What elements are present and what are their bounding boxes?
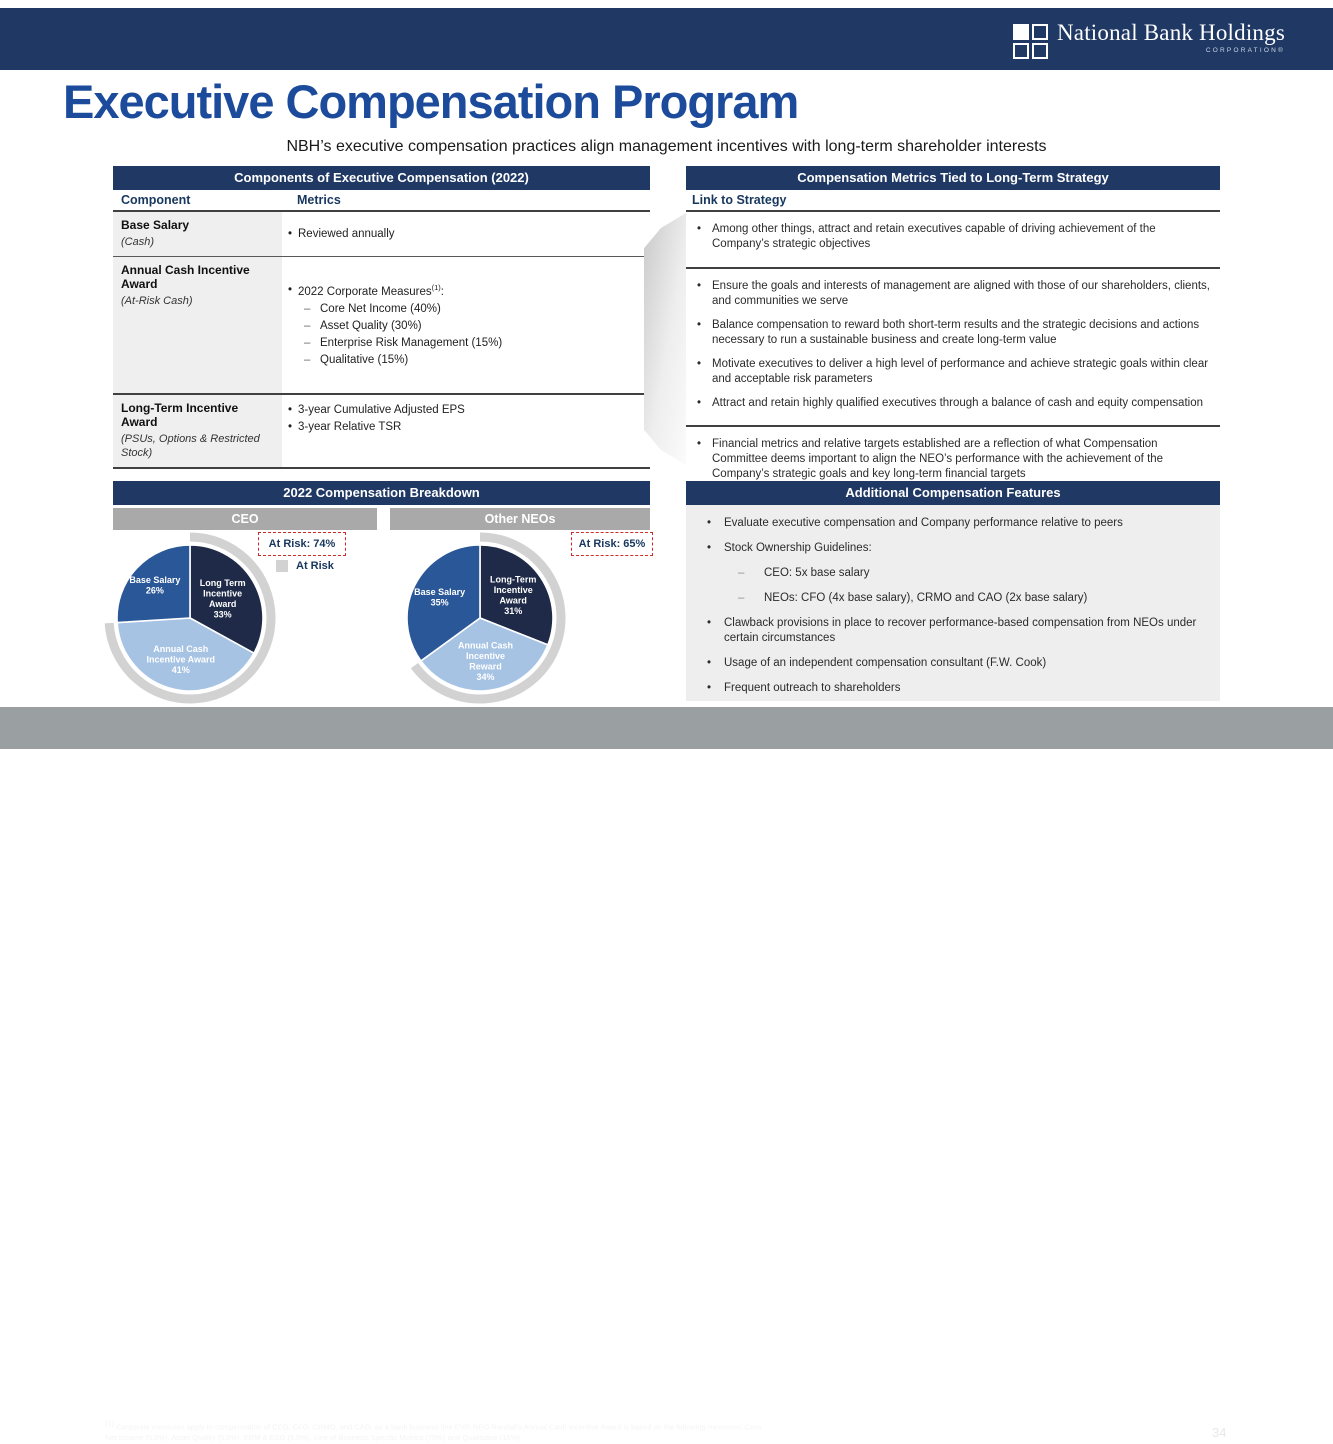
at-risk-legend <box>276 560 334 572</box>
metric-subtext: Asset Quality (30%) <box>320 319 422 332</box>
metrics-cell <box>282 395 650 467</box>
component-type: (Cash) <box>121 236 155 248</box>
page-subtitle: NBH’s executive compensation practices align management incentives with long-term shareholder interests <box>286 138 1047 155</box>
page-number: 34 <box>1212 1425 1227 1440</box>
bullet-glyph: • <box>287 227 293 240</box>
metric-text <box>298 283 444 300</box>
strategy-text: Financial metrics and relative targets established are a reflection of what Compensation Committee deems important to align the NEO’s performance with the achievement of the Company’s strategic goals and key long-term financial targets <box>712 438 1164 481</box>
footnote-ref: (1) <box>431 282 441 292</box>
footnote <box>105 1419 770 1444</box>
top-banner <box>0 8 1333 70</box>
dash-glyph: – <box>304 336 311 349</box>
feature-subtext: CEO: 5x base salary <box>764 566 870 579</box>
component-type: (PSUs, Options & Restricted Stock) <box>121 433 260 460</box>
bullet-glyph: • <box>287 283 293 296</box>
feature-text: Evaluate executive compensation and Company performance relative to peers <box>724 517 1123 529</box>
page-fold-decoration <box>644 213 686 465</box>
other-neos-subheader: Other NEOs <box>390 508 650 530</box>
component-cell <box>113 257 282 393</box>
metric-text: 3-year Relative TSR <box>298 421 402 434</box>
strategy-bullet <box>686 318 1214 348</box>
bullet-glyph: • <box>706 681 712 694</box>
bullet-glyph: • <box>706 656 712 669</box>
strategy-bullet <box>686 357 1214 387</box>
feature-bullet <box>694 681 1206 696</box>
logo-corporation-label: CORPORATION® <box>1205 47 1285 54</box>
bullet-glyph: • <box>706 517 712 529</box>
component-type: (At-Risk Cash) <box>121 295 193 307</box>
logo-pane <box>1013 43 1029 59</box>
features-header: Additional Compensation Features <box>686 481 1220 505</box>
breakdown-header: 2022 Compensation Breakdown <box>113 481 650 505</box>
page-title: Executive Compensation Program <box>63 75 799 128</box>
feature-subitem <box>734 591 1206 606</box>
dash-glyph: – <box>738 566 745 579</box>
strategy-text: Balance compensation to reward both short-term results and the strategic decisions and actions necessary to run a sustainable business and create long-term value <box>712 318 1200 346</box>
metrics-cell <box>282 212 650 256</box>
strategy-text: Ensure the goals and interests of management are aligned with those of our shareholders, clients, and communities we serve <box>712 279 1210 307</box>
at-risk-legend-swatch <box>276 560 288 572</box>
logo-pane <box>1013 24 1029 40</box>
footnote-text: Corporate measures apply to compensation of CEO, CFO, CRMO, and CAO; as a bank business line EVP, NEO Randall’s Annual Cash Incentive Award is based on the following measures: Core Net Income (5.0%), Asset Quality (5.0%), ERM & ESG (5.0%), Line of Business Specific Metrics (70%) and Qualitative (15%). <box>105 1422 762 1443</box>
table-row <box>113 257 650 395</box>
dash-glyph: – <box>738 591 745 604</box>
other-neos-pie-chart <box>380 518 580 718</box>
bullet-glyph: • <box>696 223 702 235</box>
window-pane-logo-icon <box>1013 24 1048 59</box>
metric-subtext: Core Net Income (40%) <box>320 303 441 315</box>
bullet-glyph: • <box>706 541 712 554</box>
strategy-table <box>686 190 1220 499</box>
metrics-cell <box>282 257 650 393</box>
logo-text <box>1057 20 1285 54</box>
col-link-to-strategy: Link to Strategy <box>686 190 1220 212</box>
features-panel <box>686 505 1220 701</box>
feature-text: Frequent outreach to shareholders <box>724 681 901 694</box>
feature-bullet <box>694 541 1206 556</box>
pie-slice-label: Base Salary 26% <box>129 574 181 596</box>
component-name: Annual Cash Incentive Award <box>121 263 250 291</box>
feature-bullet <box>694 656 1206 671</box>
metric-text: 3-year Cumulative Adjusted EPS <box>298 403 465 416</box>
feature-subtext: NEOs: CFO (4x base salary), CRMO and CAO (2x base salary) <box>764 591 1088 604</box>
metric-text-main: 2022 Corporate Measures <box>298 285 432 298</box>
components-table-header: Components of Executive Compensation (2022) <box>113 166 650 190</box>
metric-subitem <box>298 336 642 351</box>
feature-subitem <box>734 566 1206 581</box>
components-table <box>113 190 650 469</box>
logo-pane <box>1032 24 1048 40</box>
strategy-bullet <box>686 396 1214 411</box>
ceo-subheader: CEO <box>113 508 377 530</box>
ceo-at-risk-callout: At Risk: 74% <box>258 532 346 556</box>
feature-bullet <box>694 616 1206 646</box>
footnote-marker: (1) <box>105 1419 115 1428</box>
strategy-section <box>686 269 1220 428</box>
metric-bullet <box>282 227 642 242</box>
col-component: Component <box>121 193 191 207</box>
bullet-glyph: • <box>696 357 702 370</box>
at-risk-legend-label: At Risk <box>296 560 334 572</box>
table-row <box>113 212 650 257</box>
component-cell <box>113 212 282 256</box>
metric-bullet <box>282 403 642 418</box>
pie-slice-label: Long Term Incentive Award 33% <box>199 577 246 620</box>
metric-subitem <box>298 353 642 368</box>
pie-slice-label: Base Salary 35% <box>414 587 466 608</box>
metric-subitem <box>298 302 642 317</box>
metric-subitem <box>298 319 642 334</box>
bullet-glyph: • <box>696 438 702 451</box>
components-table-column-headers <box>113 190 650 212</box>
dash-glyph: – <box>304 319 311 332</box>
strategy-text: Among other things, attract and retain executives capable of driving achievement of the Company’s strategic objectives <box>712 223 1156 250</box>
component-cell <box>113 395 282 467</box>
footer-band <box>0 707 1333 1443</box>
metric-bullet <box>282 420 642 435</box>
bullet-glyph: • <box>696 318 702 331</box>
strategy-text: Attract and retain highly qualified executives through a balance of cash and equity compensation <box>712 396 1203 409</box>
metric-subtext: Enterprise Risk Management (15%) <box>320 336 503 349</box>
bullet-glyph: • <box>696 279 702 292</box>
strategy-text: Motivate executives to deliver a high level of performance and achieve strategic goals within clear and acceptable risk parameters <box>712 357 1209 385</box>
component-name: Long-Term Incentive Award <box>121 401 239 429</box>
logo-company-name: National Bank Holdings <box>1057 20 1285 45</box>
strategy-table-header: Compensation Metrics Tied to Long-Term Strategy <box>686 166 1220 190</box>
dash-glyph: – <box>304 353 311 366</box>
strategy-bullet <box>686 437 1214 482</box>
feature-text: Stock Ownership Guidelines: <box>724 541 872 554</box>
neo-at-risk-callout: At Risk: 65% <box>571 532 653 556</box>
metric-subtext: Qualitative (15%) <box>320 353 409 366</box>
logo-pane <box>1032 43 1048 59</box>
metric-bullet <box>282 283 642 300</box>
feature-text: Clawback provisions in place to recover performance-based compensation from NEOs under certain circumstances <box>724 616 1197 644</box>
bullet-glyph: • <box>287 403 293 416</box>
bullet-glyph: • <box>696 396 702 409</box>
feature-bullet <box>694 516 1206 531</box>
pie-slice-label: Long-Term Incentive Award 31% <box>490 574 537 617</box>
component-name: Base Salary <box>121 218 190 232</box>
pie-slice-label: Annual Cash Incentive Award 41% <box>146 643 216 675</box>
strategy-section <box>686 212 1220 269</box>
table-row <box>113 395 650 469</box>
strategy-bullet <box>686 222 1214 252</box>
dash-glyph: – <box>304 303 311 315</box>
metric-text-colon: : <box>440 285 444 298</box>
company-logo <box>1013 20 1285 59</box>
feature-text: Usage of an independent compensation consultant (F.W. Cook) <box>724 656 1047 669</box>
col-metrics: Metrics <box>297 193 341 207</box>
metric-text: Reviewed annually <box>298 227 395 240</box>
pie-slice-label: Annual Cash Incentive Reward 34% <box>457 640 513 683</box>
bullet-glyph: • <box>287 421 293 434</box>
bullet-glyph: • <box>706 616 712 629</box>
strategy-bullet <box>686 279 1214 309</box>
